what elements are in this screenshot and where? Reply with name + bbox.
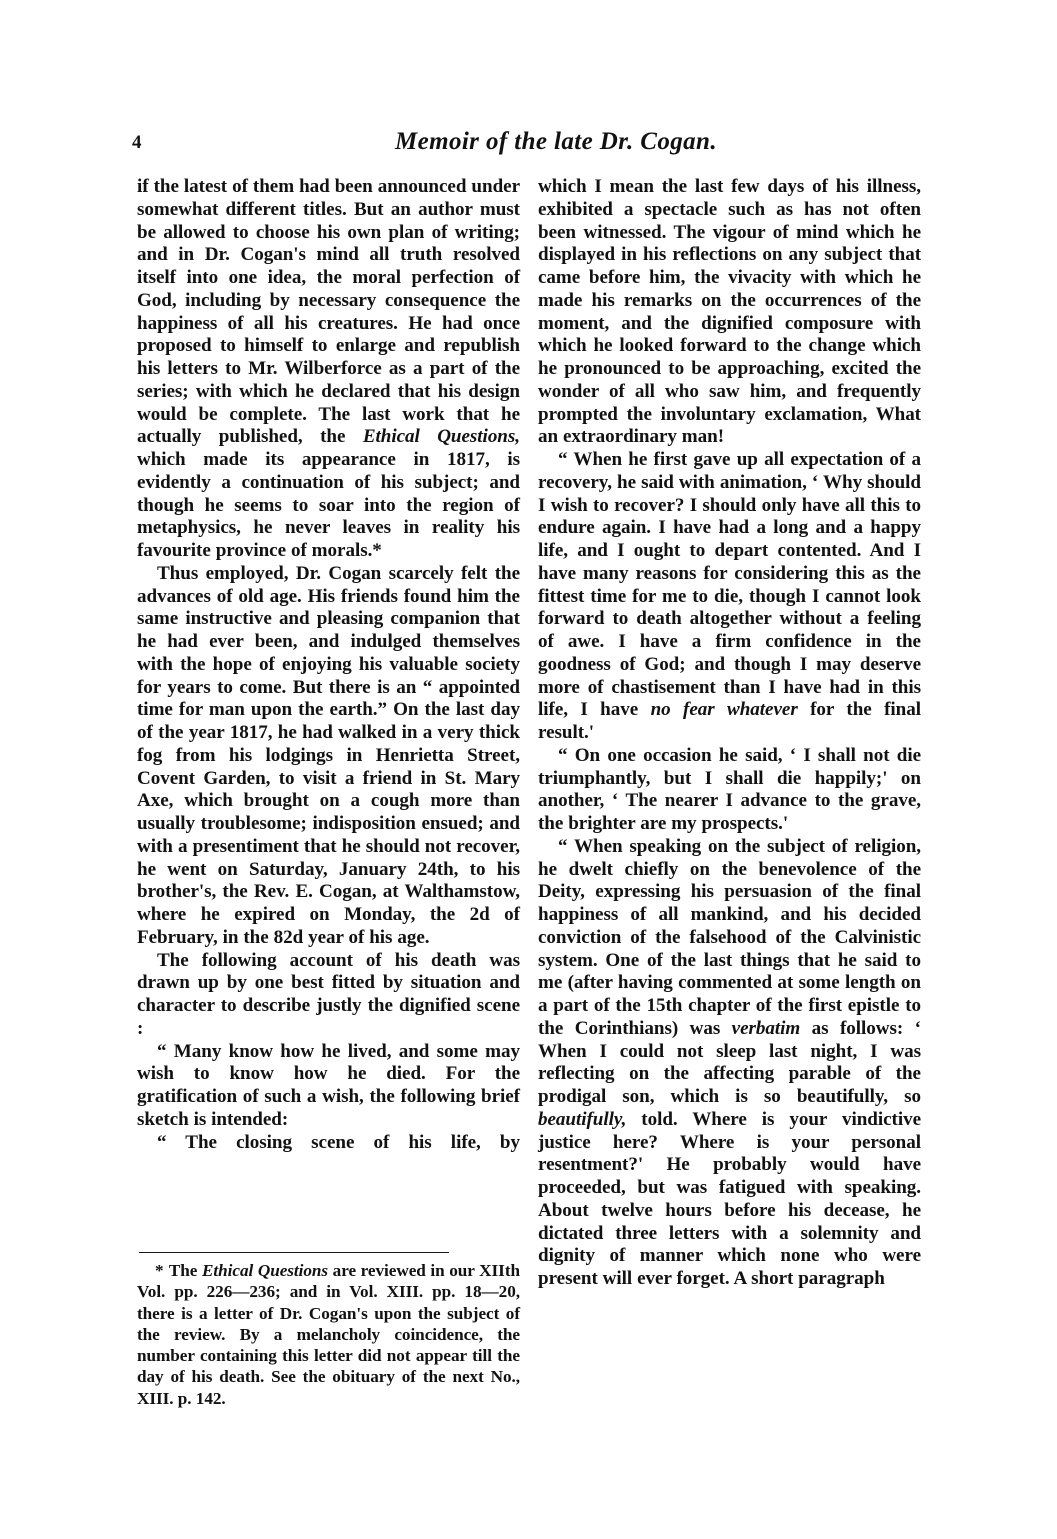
paragraph: “ When he first gave up all expectation of a recovery, he said with animation, ‘ Why should I wish to recover? I should only have all this to endure again. I have had a long and a happy life, and I ought to depart contented. And I have many reasons for considering this as the fittest time for me to die, though I cannot look forward to death altogether without a feeling of awe. I have a firm confidence in the goodness of God; and though I may deserve more of chastisement than I have had in this life, I have no fear whatever for the final result.' bbox=[538, 449, 922, 743]
footnote-marker: * bbox=[155, 1261, 165, 1280]
paragraph: “ The closing scene of his life, by bbox=[157, 1131, 520, 1153]
paragraph: “ Many know how he lived, and some may wish to know how he died. For the gratification of such a wish, the following brief sketch is intended: bbox=[137, 1040, 520, 1130]
italic-beautifully: beautifully, bbox=[538, 1108, 627, 1130]
body-columns bbox=[137, 176, 921, 1416]
italic-title: Ethical Questions, bbox=[362, 426, 520, 448]
column-right bbox=[538, 176, 921, 1291]
paragraph: The following account of his death was drawn up by one best fitted by situation and character to describe justly the dignified scene : bbox=[137, 949, 520, 1039]
paragraph: “ On one occasion he said, ‘ I shall not die triumphantly, but I shall die happily;' on another, ‘ The nearer I advance to the grave, the brighter are my prospects.' bbox=[538, 744, 921, 834]
paragraph: Thus employed, Dr. Cogan scarcely felt the advances of old age. His friends found him the same instructive and pleasing companion that he had ever been, and indulged themselves with the hope of enjoying his valuable society for years to come. But there is an “ appointed time for man upon the earth.” On the last day of the year 1817, he had walked in a very thick fog from his lodgings in Henrietta Street, Covent Garden, to visit a friend in St. Mary Axe, which brought on a cough more than usually troublesome; indisposition ensued; and with a presentiment that he should not recover, he went on Saturday, January 24th, to his brother's, the Rev. E. Cogan, at Walthamstow, where he expired on Monday, the 2d of February, in the 82d year of his age. bbox=[137, 562, 520, 948]
italic-emphasis: no fear whatever bbox=[650, 699, 798, 721]
footnote-area bbox=[137, 1252, 520, 1409]
running-head bbox=[120, 128, 940, 160]
footnote-text: * The Ethical Questions are reviewed in our XIIth Vol. pp. 226—236; and in Vol. XIII. pp. 18—20, there is a letter of Dr. Cogan's upon the subject of the review. By a melancholy coincidence, the number containing this letter did not appear till the day of his death. See the obituary of the next No., XIII. p. 142. bbox=[137, 1261, 520, 1408]
paragraph: “ When speaking on the subject of religion, he dwelt chiefly on the benevolence of the Deity, expressing his persuasion of the final happiness of all mankind, and his decided conviction of the falsehood of the Calvinistic system. One of the last things that he said to me (after having commented at some length on a part of the 15th chapter of the first epistle to the Corinthians) was verbatim as follows: ‘ When I could not sleep last night, I was reflecting on the affecting parable of the prodigal son, which is so beautifully, so beautifully, told. Where is your vindictive justice here? Where is your personal resentment?' He probably would have proceeded, but was fatigued with speaking. About twelve hours before his decease, he dictated three letters with a solemnity and dignity of manner which none who were present will ever forget. A short paragraph bbox=[538, 835, 921, 1289]
page-number: 4 bbox=[132, 132, 142, 153]
paragraph: if the latest of them had been announced under somewhat different titles. But an author must be allowed to choose his own plan of writing; and in Dr. Cogan's mind all truth resolved itself into one idea, the moral perfection of God, including by necessary consequence the happiness of all his creatures. He had once proposed to himself to enlarge and republish his letters to Mr. Wilberforce as a part of the series; with which he declared that his design would be complete. The last work that he actually published, the Ethical Questions, which made its appearance in 1817, is evidently a continuation of his subject; and though he seems to soar into the region of metaphysics, he never leaves in reality his favourite province of morals.* bbox=[137, 176, 520, 561]
italic-title: Ethical Questions bbox=[202, 1261, 329, 1280]
paragraph: which I mean the last few days of his illness, exhibited a spectacle such as has not often been witnessed. The vigour of mind which he displayed in his reflections on any subject that came before him, the vivacity with which he made his remarks on the occurrences of the moment, and the dignified composure with which he looked forward to the change which he pronounced to be approaching, excited the wonder of all who saw him, and frequently prompted the involuntary exclamation, What an extraordinary man! bbox=[538, 176, 921, 448]
footnote-rule bbox=[139, 1252, 449, 1253]
italic-verbatim: verbatim bbox=[731, 1017, 801, 1039]
page-title: Memoir of the late Dr. Cogan. bbox=[394, 128, 718, 155]
column-left bbox=[137, 176, 520, 1154]
